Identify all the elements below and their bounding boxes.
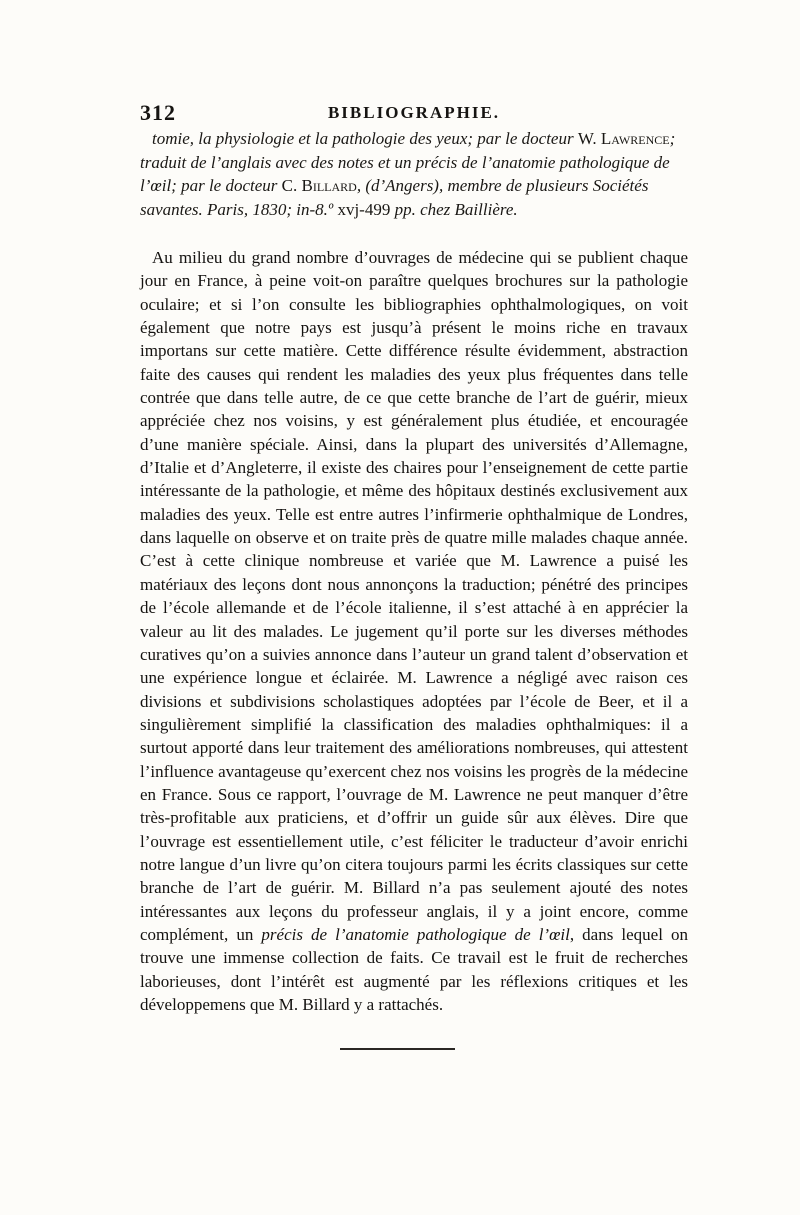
bibliographic-citation (140, 127, 688, 221)
paragraph-text-end: , dans lequel on trouve une immense collection de faits. Ce travail est le fruit de recherches laborieuses, dont l’intérêt est augmenté par les réflexions critiques et les développemens que M. Billard y a rattachés. (140, 924, 688, 1014)
paragraph-italic-title: précis de l’anatomie pathologique de l’œil (261, 924, 570, 944)
citation-publication-part: , (d’Angers), membre de plusieurs Sociétés savantes. Paris, 1830; in-8.º (140, 176, 649, 219)
running-head: BIBLIOGRAPHIE. (327, 103, 501, 122)
citation-translation-part: ; traduit de l’anglais avec des notes et un précis de l’anatomie pathologique de l’œil; par le docteur (140, 129, 676, 195)
citation-translator: C. Billard (281, 176, 357, 195)
page-header (140, 100, 688, 126)
citation-author: W. Lawrence (577, 129, 670, 148)
page-number: 312 (140, 100, 176, 125)
paragraph-text: Au milieu du grand nombre d’ouvrages de médecine qui se publient chaque jour en France, à peine voit-on paraître quelques brochures sur la pathologie oculaire; et si l’on consulte les bibliographies ophthalmologiques, on voit également que notre pays est jusqu’à présent le moins riche en travaux importans sur cette matière. Cette différence résulte évidemment, abstraction faite des causes qui rendent les maladies des yeux plus fréquentes dans telle contrée que dans telle autre, de ce que cette branche de l’art de guérir, mieux appréciée chez nos voisins, y est généralement plus étudiée, et encouragée d’une manière spéciale. Ainsi, dans la plupart des universités d’Allemagne, d’Italie et d’Angleterre, il existe des chaires pour l’enseignement de cette partie intéressante de la pathologie, et même des hôpitaux destinés exclusivement aux maladies des yeux. Telle est entre autres l’infirmerie ophthalmique de Londres, dans laquelle on observe et on traite près de quatre mille malades chaque année. C’est à cette clinique nombreuse et variée que M. Lawrence a puisé les matériaux des leçons dont nous annonçons la traduction; pénétré des principes de l’école allemande et de l’école italienne, il s’est attaché à en apprécier la valeur au lit des malades. Le jugement qu’il porte sur les diverses méthodes curatives qu’on a suivies annonce dans l’auteur un grand talent d’observation et une expérience longue et éclairée. M. Lawrence a négligé avec raison ces divisions et subdivisions scholastiques adoptées par l’école de Beer, et il a singulièrement simplifié la classification des maladies ophthalmiques: il a surtout apporté dans leur traitement des améliorations nombreuses, qui attestent l’influence avantageuse qu’exercent chez nos voisins les progrès de la médecine en France. Sous ce rapport, l’ouvrage de M. Lawrence ne peut manquer d’être très-profitable aux praticiens, et d’offrir un guide sûr aux élèves. Dire que l’ouvrage est essentiellement utile, c’est féliciter le traducteur d’avoir enrichi notre langue d’un livre qu’on citera toujours parmi les écrits classiques sur cette branche de l’art de guérir. M. Billard n’a pas seulement ajouté des notes intéressantes aux leçons du professeur anglais, il y a joint encore, comme complément, un (140, 248, 688, 944)
review-paragraph (140, 246, 688, 1016)
citation-pages: xvj-499 (337, 199, 391, 219)
citation-publisher-part: pp. chez Baillière. (394, 199, 518, 219)
section-divider-rule (340, 1048, 455, 1050)
citation-title-part: tomie, la physiologie et la pathologie des yeux; par le docteur (152, 129, 574, 148)
